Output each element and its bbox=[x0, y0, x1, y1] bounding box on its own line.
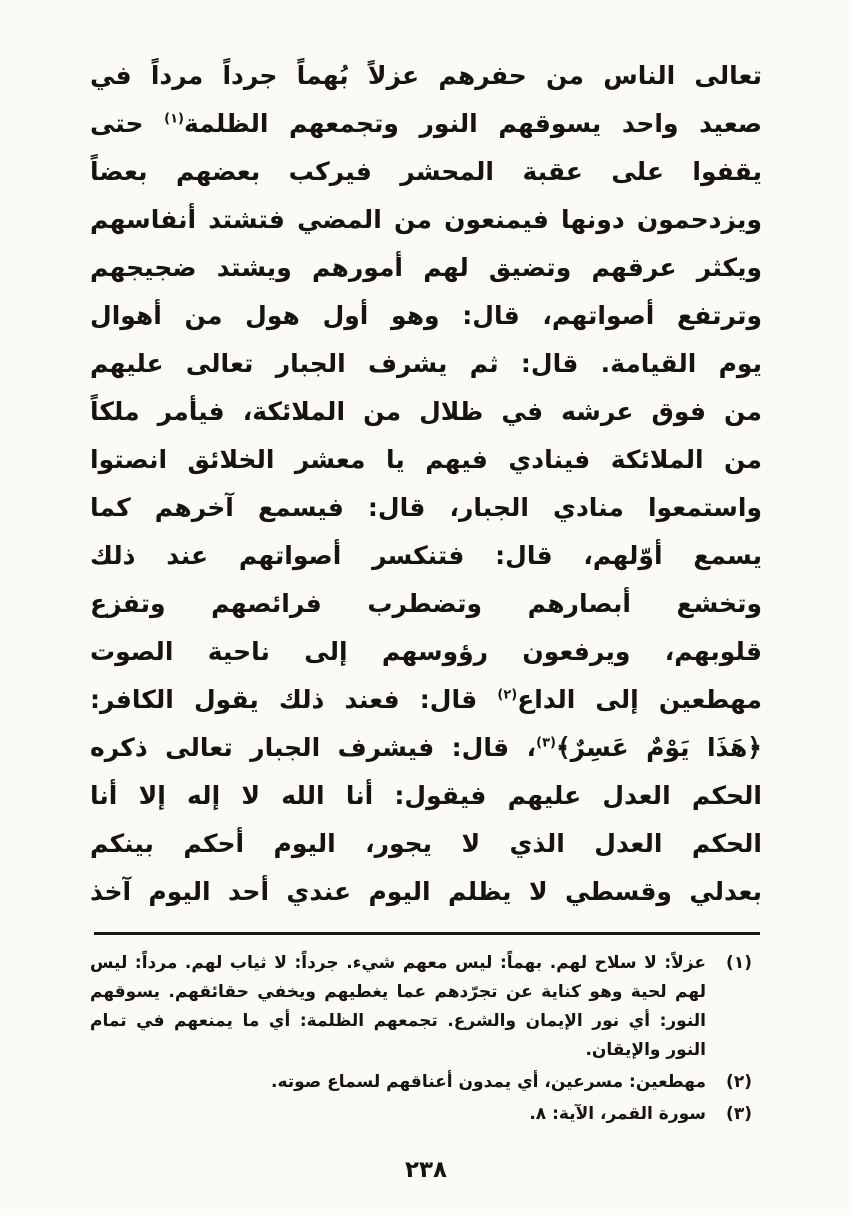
footnote-text: عزلاً: لا سلاح لهم. بهماً: ليس معهم شيء. جرداً: لا ثياب لهم. مرداً: ليس لهم لحية وهو كناية عن تجرّدهم عما يغطيهم ويخفي حقائقهم. يسوقهم النور: أي نور الإيمان والشرع. تجمعهم الظلمة: أي ما يمنعهم في تمام النور والإيقان. bbox=[90, 953, 706, 1060]
text-line: يقفوا على عقبة المحشر فيركب بعضهم بعضاً bbox=[90, 157, 762, 186]
text-line: تعالى الناس من حفرهم عزلاً بُهماً جرداً مرداً في bbox=[90, 61, 762, 90]
footnote-text: سورة القمر، الآية: ٨. bbox=[529, 1104, 706, 1124]
text-line: قلوبهم، ويرفعون رؤوسهم إلى ناحية الصوت bbox=[90, 637, 762, 666]
text-segment: قال: فعند ذلك يقول الكافر: bbox=[90, 685, 498, 714]
footnotes-section bbox=[90, 949, 762, 1129]
text-line: بعدلي وقسطي لا يظلم اليوم عندي أحد اليوم آخذ bbox=[90, 877, 762, 906]
main-text-block bbox=[90, 52, 762, 916]
footnote-reference-3: (٣) bbox=[536, 735, 556, 751]
text-line bbox=[90, 724, 762, 772]
footnote-item bbox=[90, 1100, 752, 1129]
text-line: من الملائكة فينادي فيهم يا معشر الخلائق انصتوا bbox=[90, 445, 762, 474]
footnote-marker: (٢) bbox=[726, 1072, 752, 1092]
footnote-item bbox=[90, 1068, 752, 1097]
text-line: ويكثر عرقهم وتضيق لهم أمورهم ويشتد ضجيجهم bbox=[90, 253, 762, 282]
text-segment: مهطعين إلى الداع bbox=[517, 685, 762, 714]
footnote-reference-1: (١) bbox=[164, 111, 184, 127]
text-line bbox=[90, 676, 762, 724]
text-line: الحكم العدل الذي لا يجور، اليوم أحكم بينكم bbox=[90, 829, 762, 858]
text-line: يسمع أوّلهم، قال: فتنكسر أصواتهم عند ذلك bbox=[90, 541, 762, 570]
footnote-reference-2: (٢) bbox=[497, 687, 518, 703]
text-segment: حتى bbox=[90, 109, 165, 138]
text-line: يوم القيامة. قال: ثم يشرف الجبار تعالى عليهم bbox=[90, 349, 762, 378]
footnote-text: مهطعين: مسرعين، أي يمدون أعناقهم لسماع صوته. bbox=[270, 1072, 706, 1092]
page-number: ٢٣٨ bbox=[404, 1157, 448, 1183]
footnote-marker: (١) bbox=[726, 953, 752, 973]
text-segment: صعيد واحد يسوقهم النور وتجمعهم الظلمة bbox=[183, 109, 762, 138]
footnote-separator-rule bbox=[94, 932, 760, 935]
text-segment: ، قال: فيشرف الجبار تعالى ذكره bbox=[90, 733, 537, 762]
text-line: وترتفع أصواتهم، قال: وهو أول هول من أهوال bbox=[90, 301, 762, 330]
footnote-item bbox=[90, 949, 752, 1065]
text-line: الحكم العدل عليهم فيقول: أنا الله لا إله إلا أنا bbox=[90, 781, 762, 810]
text-line bbox=[90, 100, 762, 148]
text-line: واستمعوا منادي الجبار، قال: فيسمع آخرهم كما bbox=[90, 493, 762, 522]
quran-verse: ﴿هَذَا يَوْمٌ عَسِرٌ﴾ bbox=[555, 733, 762, 762]
text-line: من فوق عرشه في ظلال من الملائكة، فيأمر ملكاً bbox=[90, 397, 762, 426]
footnote-marker: (٣) bbox=[726, 1104, 752, 1124]
text-line: ويزدحمون دونها فيمنعون من المضي فتشتد أنفاسهم bbox=[90, 205, 762, 234]
text-line: وتخشع أبصارهم وتضطرب فرائصهم وتفزع bbox=[90, 589, 762, 618]
